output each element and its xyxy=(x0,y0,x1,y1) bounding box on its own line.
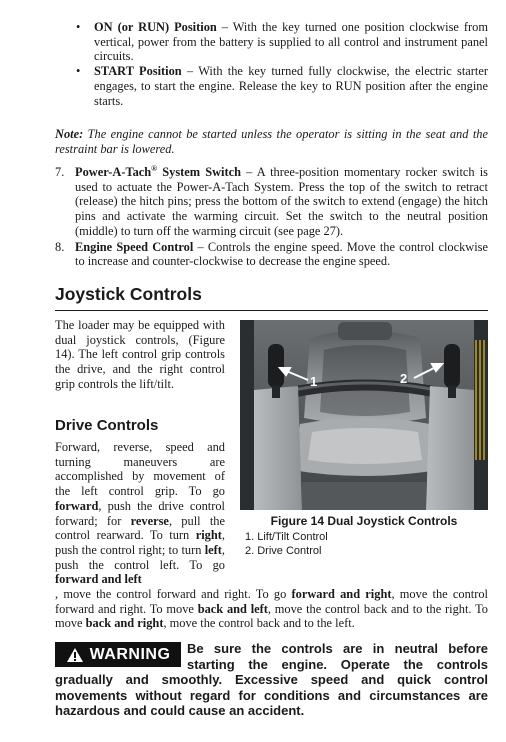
seat-joystick-photo xyxy=(240,320,488,510)
list-item: • START Position – With the key turned fully clockwise, the electric starter engages, to start the engine. Release the key to RUN position after the engine starts. xyxy=(76,64,488,108)
drive-paragraph-column: Forward, reverse, speed and turning maneuvers are accomplished by movement of the left control grip. To go forward, push the drive control forward; for reverse, pull the control rearward. To turn right, push the control right; to turn left, push the control left. To go forward and left xyxy=(55,440,225,587)
bullet-glyph: • xyxy=(76,64,81,79)
subsection-heading: Drive Controls xyxy=(55,417,159,434)
warning-badge xyxy=(55,642,181,667)
item-text: A three-position momentary rocker switch is used to actuate the Power-A-Tach System. Press the top of the switch to retract (release) the hitch pins; press the bottom of the switch to extend (engage) the hitch pins and activate the warming circuit. Set the switch to the neutral position (middle) to turn off the warming circuit (see page 27). xyxy=(75,165,488,238)
list-item: 7. Power-A-Tach® System Switch – A three-position momentary rocker switch is used to actuate the Power-A-Tach System. Press the top of the switch to retract (release) the hitch pins; press the bottom of the switch to extend (engage) the hitch pins and activate the warming circuit. Set the switch to the neutral position (middle) to turn off the warming circuit (see page 27). xyxy=(55,163,488,238)
legend-item: 2. Drive Control xyxy=(245,545,322,557)
item-title: START Position xyxy=(94,64,182,79)
drive-paragraph-continued: , move the control forward and right. To go forward and right, move the control forward and right. To move back and left, move the control back and to the right. To move back and right, move the control back and to the left. xyxy=(55,587,488,631)
note-paragraph xyxy=(55,127,488,156)
callout-1: 1 xyxy=(310,374,318,389)
figure-photo xyxy=(240,320,488,510)
note-label: Note: xyxy=(55,127,84,141)
note-text: The engine cannot be started unless the operator is sitting in the seat and the restraint bar is lowered. xyxy=(55,127,488,156)
item-title: ON (or RUN) Position xyxy=(94,20,217,34)
key-position-list xyxy=(76,20,488,108)
item-text: With the key turned fully clockwise, the electric starter engages, to start the engine. Release the key to RUN position after the engine starts. xyxy=(94,64,488,108)
callout-2: 2 xyxy=(400,371,408,386)
legend-item: 1. Lift/Tilt Control xyxy=(245,531,328,543)
item-text: With the key turned one position clockwise from vertical, power from the battery is supplied to all control and instrument panel circuits. xyxy=(94,20,488,64)
bullet-glyph: • xyxy=(76,20,81,34)
figure-legend xyxy=(245,530,485,558)
section-heading: Joystick Controls xyxy=(55,284,202,304)
item-number: 7. xyxy=(55,165,65,179)
item-text: Controls the engine speed. Move the control clockwise to increase and counter-clockwise to decrease the engine speed. xyxy=(75,239,488,269)
item-title: Power-A-Tach® System Switch xyxy=(75,163,242,179)
list-item: • ON (or RUN) Position – With the key turned one position clockwise from vertical, power from the battery is supplied to all control and instrument panel circuits. xyxy=(76,20,488,64)
list-item: 8. Engine Speed Control – Controls the engine speed. Move the control clockwise to increase and counter-clockwise to decrease the engine speed. xyxy=(55,239,488,269)
numbered-list xyxy=(55,165,488,270)
section-rule xyxy=(55,310,488,311)
item-number: 8. xyxy=(55,239,65,254)
joystick-paragraph: The loader may be equipped with dual joystick controls, (Figure 14). The left control grip controls the drive, and the right control grip controls the lift/tilt. xyxy=(55,318,225,391)
warning-block xyxy=(55,641,488,719)
warning-triangle-icon xyxy=(66,647,84,663)
warning-text: Be sure the controls are in neutral before starting the engine. Operate the controls gradually and smoothly. Excessive speed and quick control movements without regard for conditions and circumstances are hazardous and could cause an accident. xyxy=(55,641,488,719)
warning-label: WARNING xyxy=(89,645,171,663)
item-title: Engine Speed Control xyxy=(75,239,194,254)
figure-caption: Figure 14 Dual Joystick Controls xyxy=(270,514,458,528)
